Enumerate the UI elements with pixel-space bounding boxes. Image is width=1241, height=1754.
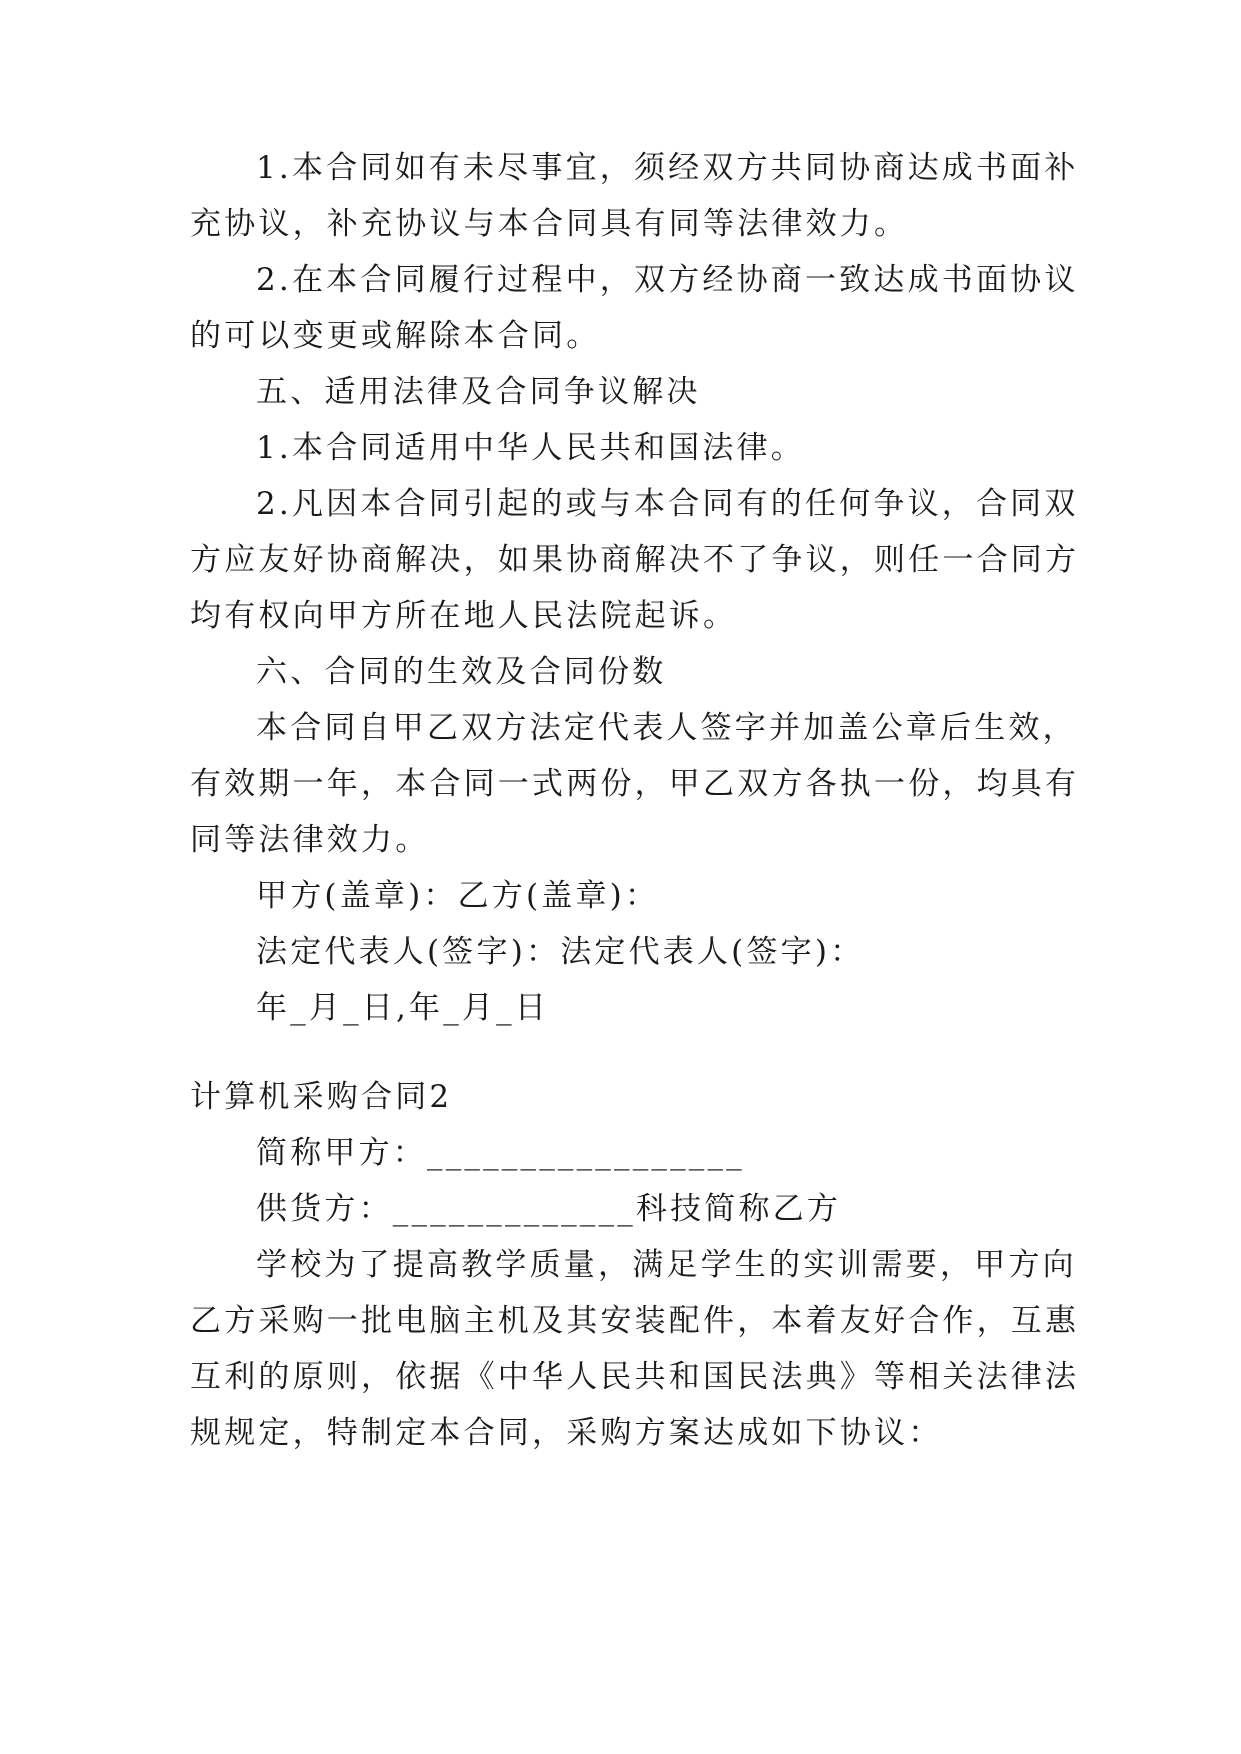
intro-line-3: 互利的原则，依据《中华人民共和国民法典》等相关法律法 — [190, 1359, 1080, 1395]
representative-line: 法定代表人(签字)：法定代表人(签字)： — [256, 934, 865, 970]
party-a-line: 简称甲方：_________________ — [256, 1135, 745, 1171]
section-five-heading: 五、适用法律及合同争议解决 — [256, 374, 701, 410]
section-six-para-line-2: 有效期一年，本合同一式两份，甲乙双方各执一份，均具有 — [190, 766, 1080, 802]
section-five-item-1: 1.本合同适用中华人民共和国法律。 — [256, 430, 805, 466]
section-five-item-2-line-3: 均有权向甲方所在地人民法院起诉。 — [190, 598, 738, 634]
section-six-para-line-1: 本合同自甲乙双方法定代表人签字并加盖公章后生效， — [256, 710, 1077, 746]
seal-line: 甲方(盖章)：乙方(盖章)： — [256, 878, 660, 914]
clause-1-line-2: 充协议，补充协议与本合同具有同等法律效力。 — [190, 206, 909, 242]
intro-line-1: 学校为了提高教学质量，满足学生的实训需要，甲方向 — [256, 1247, 1077, 1283]
intro-line-4: 规规定，特制定本合同，采购方案达成如下协议： — [190, 1415, 943, 1451]
clause-1-line-1: 1.本合同如有未尽事宜，须经双方共同协商达成书面补 — [256, 150, 1079, 186]
date-line: 年_月_日,年_月_日 — [256, 990, 550, 1026]
intro-line-2: 乙方采购一批电脑主机及其安装配件，本着友好合作，互惠 — [190, 1303, 1080, 1339]
contract-2-title: 计算机采购合同2 — [190, 1079, 453, 1115]
clause-2-line-1: 2.在本合同履行过程中，双方经协商一致达成书面协议 — [256, 262, 1079, 298]
section-five-item-2-line-2: 方应友好协商解决，如果协商解决不了争议，则任一合同方 — [190, 542, 1080, 578]
supplier-line: 供货方：_____________科技简称乙方 — [256, 1191, 842, 1227]
clause-2-line-2: 的可以变更或解除本合同。 — [190, 318, 601, 354]
section-five-item-2-line-1: 2.凡因本合同引起的或与本合同有的任何争议，合同双 — [256, 486, 1079, 522]
section-six-heading: 六、合同的生效及合同份数 — [256, 654, 667, 690]
section-six-para-line-3: 同等法律效力。 — [190, 822, 430, 858]
